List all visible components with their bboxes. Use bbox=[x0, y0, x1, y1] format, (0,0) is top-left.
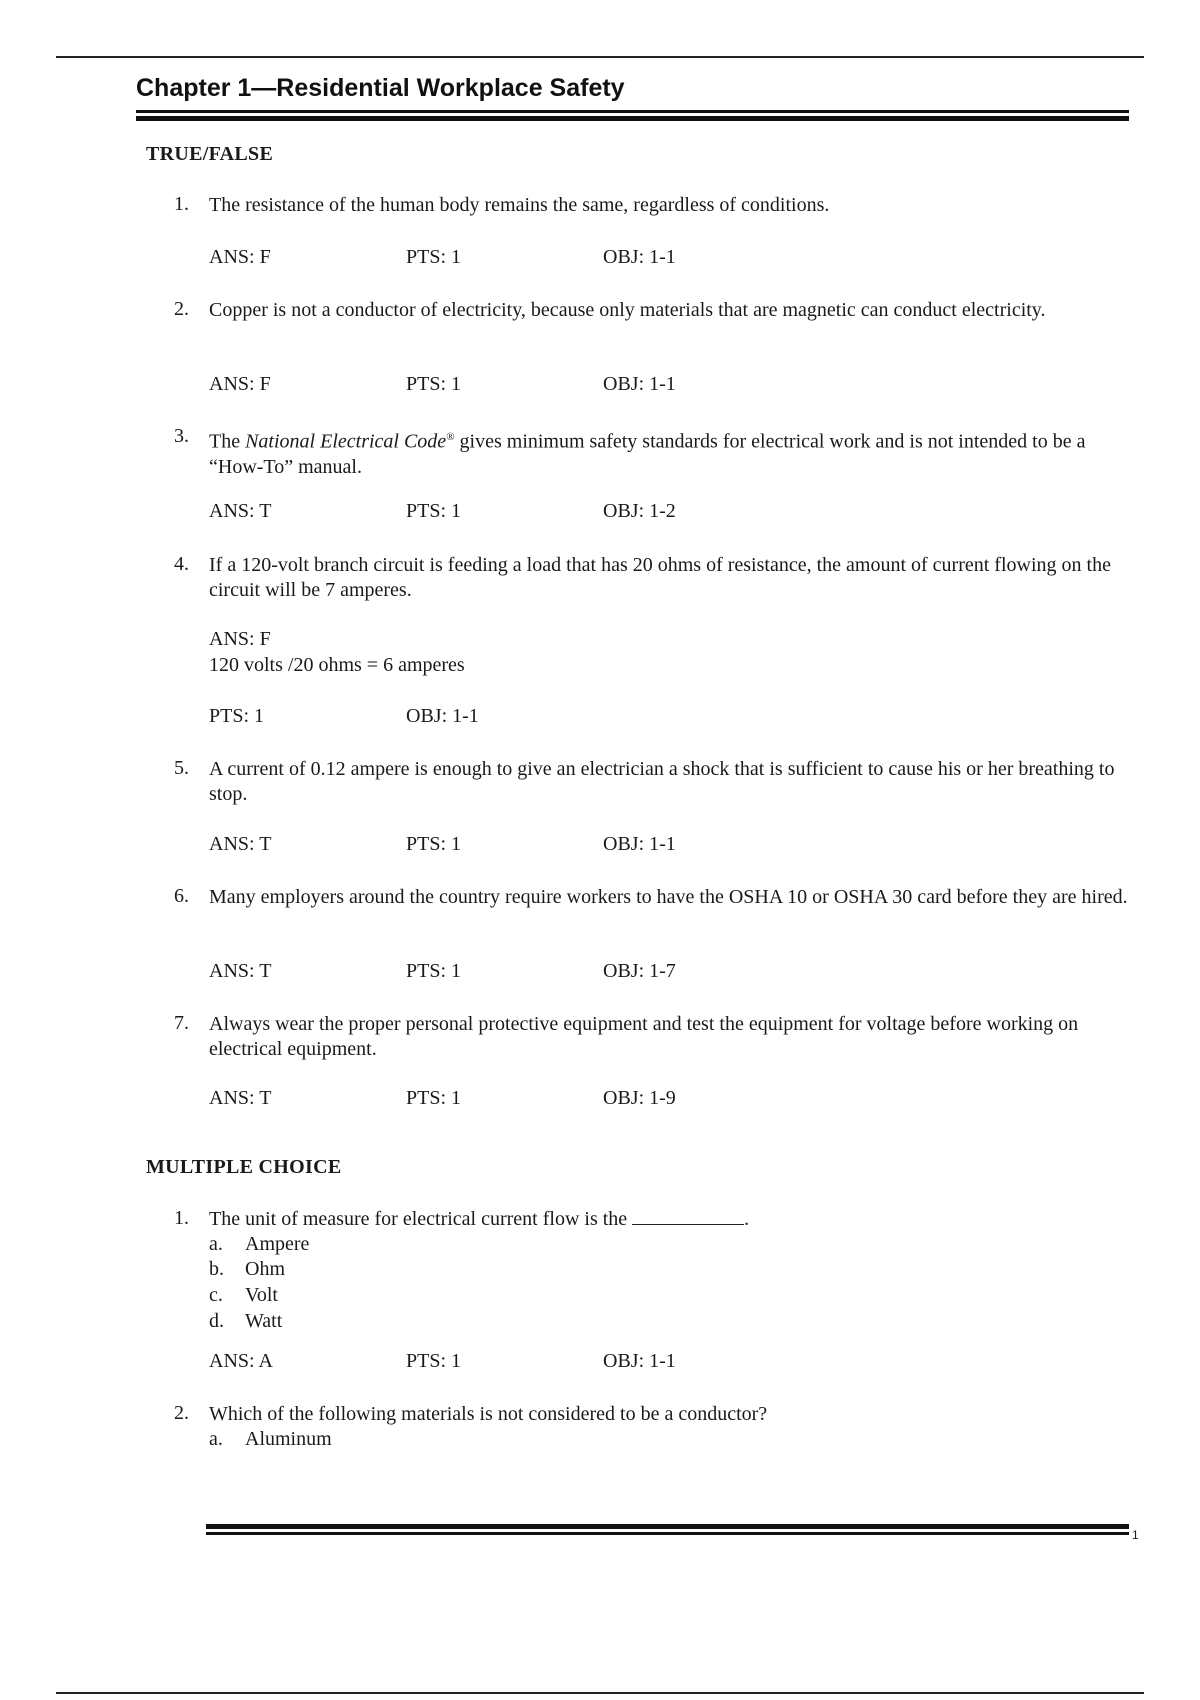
answer: ANS: T bbox=[209, 500, 272, 522]
question-text: Which of the following materials is not considered to be a conductor? bbox=[209, 1403, 768, 1425]
code-title: National Electrical Code bbox=[245, 430, 447, 453]
question-text: The National Electrical Code® gives minimum safety standards for electrical work and is not intended to be a “How-To” manual. bbox=[209, 430, 1086, 478]
points: PTS: 1 bbox=[406, 246, 462, 268]
option-letter: d. bbox=[209, 1310, 224, 1332]
points: PTS: 1 bbox=[406, 373, 462, 395]
question-text: A current of 0.12 ampere is enough to give an electrician a shock that is sufficient to cause his or her breathing to stop. bbox=[209, 758, 1115, 805]
answer: ANS: T bbox=[209, 960, 272, 982]
objective: OBJ: 1-2 bbox=[603, 500, 676, 522]
option-letter: c. bbox=[209, 1284, 223, 1306]
section-heading-true-false: TRUE/FALSE bbox=[146, 143, 274, 165]
top-border bbox=[56, 56, 1144, 58]
option-text: Aluminum bbox=[245, 1428, 332, 1450]
objective: OBJ: 1-9 bbox=[603, 1087, 676, 1109]
objective: OBJ: 1-1 bbox=[603, 1350, 676, 1372]
question-text: Many employers around the country require workers to have the OSHA 10 or OSHA 30 card before they are hired. bbox=[209, 886, 1128, 908]
answer-blank bbox=[632, 1208, 744, 1225]
answer: ANS: F bbox=[209, 246, 271, 268]
question-number: 4. bbox=[174, 553, 189, 575]
answer: ANS: T bbox=[209, 833, 272, 855]
chapter-title: Chapter 1—Residential Workplace Safety bbox=[136, 74, 625, 102]
option-text: Watt bbox=[245, 1310, 283, 1332]
option-letter: a. bbox=[209, 1428, 223, 1450]
question-number: 6. bbox=[174, 885, 189, 907]
answer: ANS: F bbox=[209, 373, 271, 395]
option-text: Volt bbox=[245, 1284, 278, 1306]
points: PTS: 1 bbox=[406, 833, 462, 855]
objective: OBJ: 1-1 bbox=[603, 373, 676, 395]
question-text: The unit of measure for electrical current flow is the . bbox=[209, 1208, 750, 1230]
answer-explanation: 120 volts /20 ohms = 6 amperes bbox=[209, 654, 465, 676]
objective: OBJ: 1-1 bbox=[406, 705, 479, 727]
answer: ANS: F bbox=[209, 628, 271, 650]
question-number: 1. bbox=[174, 1207, 189, 1229]
question-number: 3. bbox=[174, 425, 189, 447]
question-text: Always wear the proper personal protective equipment and test the equipment for voltage before working on electrical equipment. bbox=[209, 1013, 1079, 1060]
points: PTS: 1 bbox=[209, 705, 265, 727]
points: PTS: 1 bbox=[406, 500, 462, 522]
objective: OBJ: 1-1 bbox=[603, 833, 676, 855]
option-letter: a. bbox=[209, 1233, 223, 1255]
page-number: 1 bbox=[1132, 1528, 1139, 1542]
question-number: 2. bbox=[174, 298, 189, 320]
question-text: Copper is not a conductor of electricity, because only materials that are magnetic can conduct electricity. bbox=[209, 299, 1046, 321]
objective: OBJ: 1-1 bbox=[603, 246, 676, 268]
question-number: 1. bbox=[174, 193, 189, 215]
bottom-border bbox=[56, 1692, 1144, 1694]
points: PTS: 1 bbox=[406, 1087, 462, 1109]
section-heading-multiple-choice: MULTIPLE CHOICE bbox=[146, 1156, 342, 1178]
objective: OBJ: 1-7 bbox=[603, 960, 676, 982]
question-number: 5. bbox=[174, 757, 189, 779]
option-letter: b. bbox=[209, 1258, 224, 1280]
question-text: If a 120-volt branch circuit is feeding a load that has 20 ohms of resistance, the amount of current flowing on the circuit will be 7 amperes. bbox=[209, 554, 1111, 601]
question-text: The resistance of the human body remains the same, regardless of conditions. bbox=[209, 194, 830, 216]
option-text: Ohm bbox=[245, 1258, 285, 1280]
points: PTS: 1 bbox=[406, 1350, 462, 1372]
points: PTS: 1 bbox=[406, 960, 462, 982]
question-number: 7. bbox=[174, 1012, 189, 1034]
answer: ANS: A bbox=[209, 1350, 273, 1372]
answer: ANS: T bbox=[209, 1087, 272, 1109]
question-number: 2. bbox=[174, 1402, 189, 1424]
option-text: Ampere bbox=[245, 1233, 310, 1255]
